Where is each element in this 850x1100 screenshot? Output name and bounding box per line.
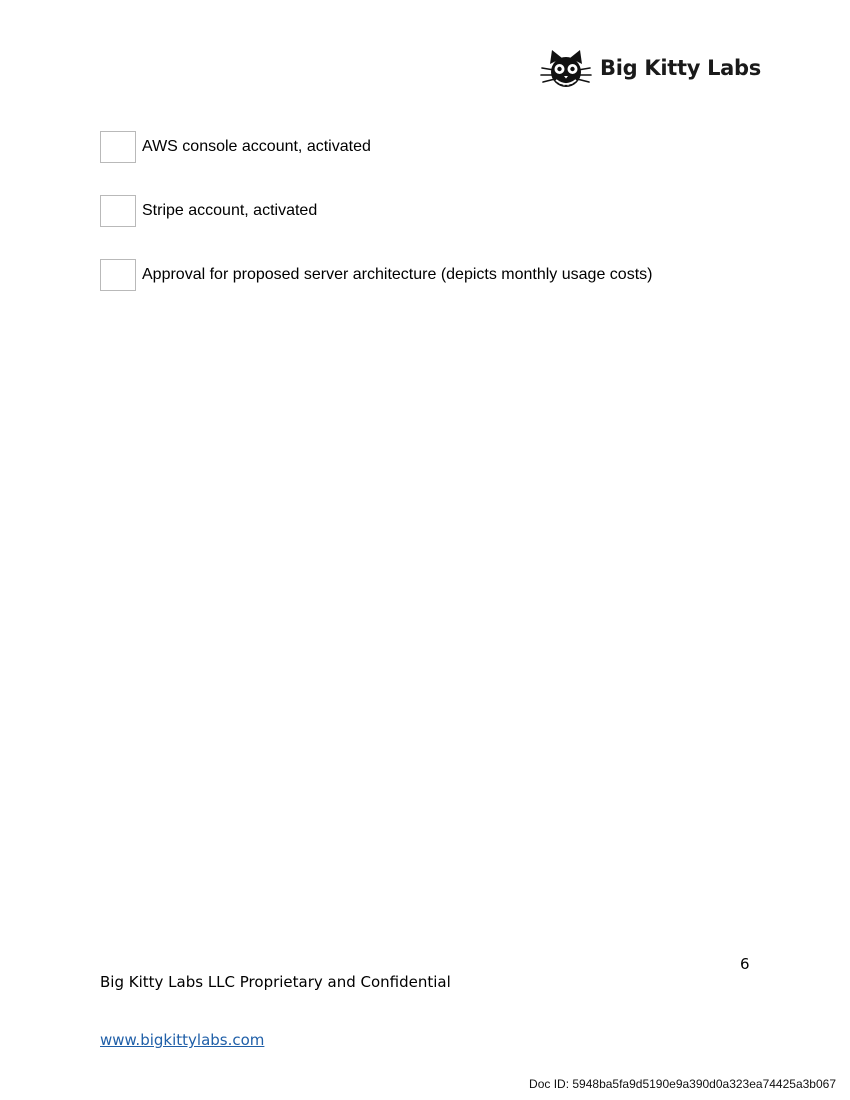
checklist-item-label: AWS console account, activated	[142, 138, 371, 155]
checklist-item-label: Approval for proposed server architecture (depicts monthly usage costs)	[142, 266, 653, 283]
confidential-notice: Big Kitty Labs LLC Proprietary and Confidential	[100, 973, 451, 991]
checklist-item-aws	[100, 131, 371, 163]
checkbox[interactable]	[100, 131, 136, 163]
checklist-item-label: Stripe account, activated	[142, 202, 318, 219]
page-number: 6	[740, 955, 750, 973]
website-link[interactable]: www.bigkittylabs.com	[100, 1031, 265, 1049]
checklist-item-architecture	[100, 259, 652, 291]
checklist-item-stripe	[100, 195, 317, 227]
logo-text: Big Kitty Labs	[600, 56, 761, 80]
company-logo	[540, 48, 761, 92]
checkbox[interactable]	[100, 259, 136, 291]
cat-face-icon	[540, 48, 592, 92]
checkbox[interactable]	[100, 195, 136, 227]
doc-id: Doc ID: 5948ba5fa9d5190e9a390d0a323ea74425a3b067	[529, 1077, 836, 1091]
